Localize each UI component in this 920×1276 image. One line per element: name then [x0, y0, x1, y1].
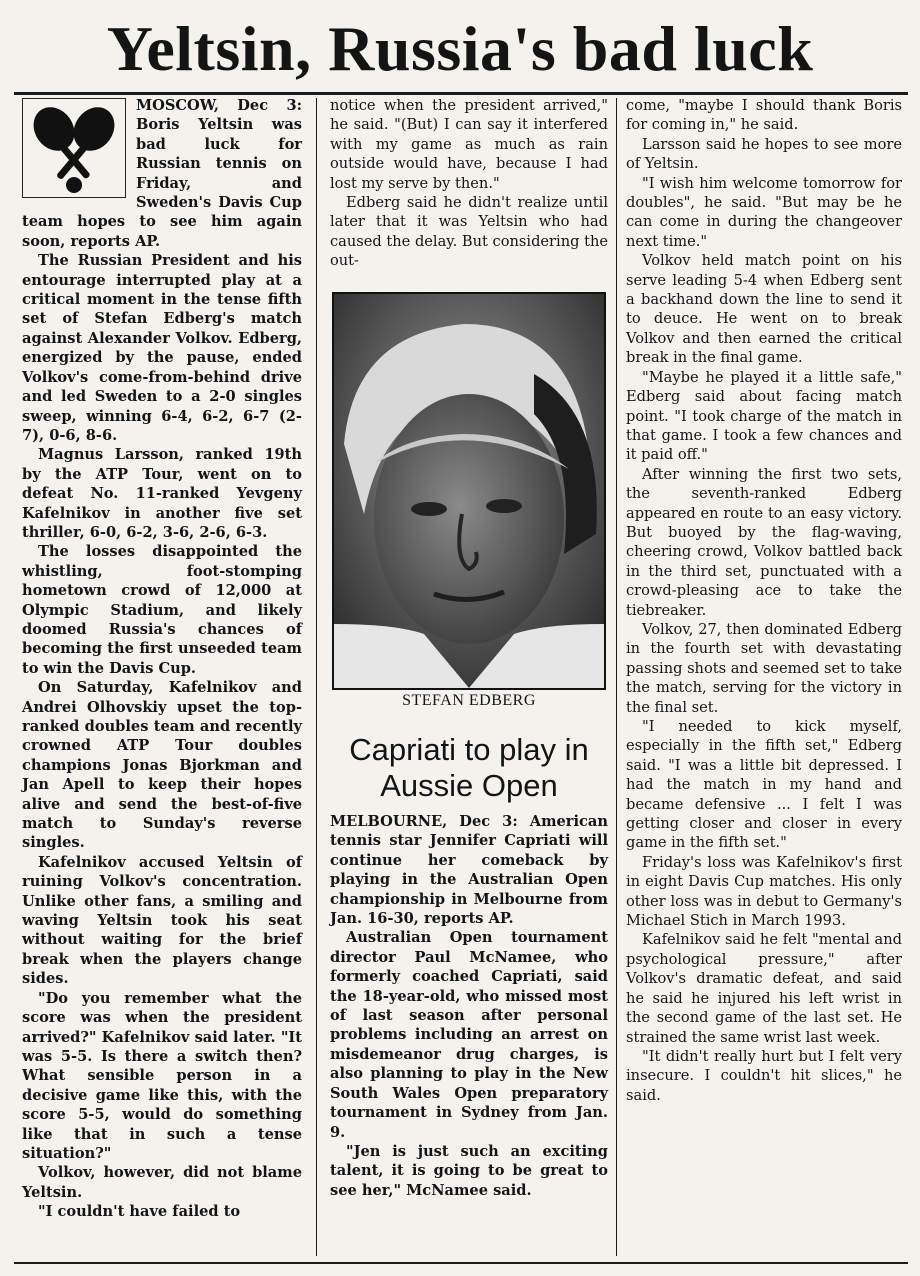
bottom-rule: [14, 1262, 908, 1264]
article-paragraph: "I couldn't have failed to: [38, 1203, 241, 1221]
article-paragraph: Magnus Larsson, ranked 19th by the ATP Tour, went on to defeat No. 11-ranked Yevgeny Kafelnikov in another five set thriller, 6-0, 6-2, 3-6, 2-6, 6-3.: [22, 446, 302, 541]
article-paragraph: Volkov held match point on his serve leading 5-4 when Edberg sent a backhand down the line to send it to deuce. He went on to break Volkov and then earned the critical break in the final game.: [626, 252, 902, 367]
article-paragraph: "I wish him welcome tomorrow for doubles", he said. "But may be he can come in during the changeover next time.": [626, 174, 902, 250]
article-paragraph: Volkov, 27, then dominated Edberg in the fourth set with devastating passing shots and seemed set to take the match, serving for the victory in the final set.: [626, 620, 902, 716]
article-paragraph: MOSCOW, Dec 3: Boris Yeltsin was bad luck for Russian tennis on Friday, and Sweden's Davis Cup team hopes to see him again soon, reports AP.: [22, 97, 302, 250]
article-paragraph: MELBOURNE, Dec 3: American tennis star Jennifer Capriati will continue her comeback by playing in the Australian Open championship in Melbourne from Jan. 16-30, reports AP.: [330, 813, 608, 928]
article-paragraph: Friday's loss was Kafelnikov's first in eight Davis Cup matches. His only other loss was in debut to Germany's Michael Stich in March 1993.: [626, 853, 902, 930]
article-paragraph: "Jen is just such an exciting talent, it is going to be great to see her," McNamee said.: [330, 1142, 608, 1199]
stefan-edberg-photo: [332, 292, 606, 690]
article-paragraph: The Russian President and his entourage interrupted play at a critical moment in the tense fifth set of Stefan Edberg's match against Alexander Volkov. Edberg, energized by the pause, ended Volkov's come-from-behind drive and led Sweden to a 2-0 singles sweep, winning 6-4, 6-2, 6-7 (2-7), 0-6, 8-6.: [22, 252, 302, 444]
article-column-3: [626, 96, 902, 1105]
article-paragraph: After winning the first two sets, the seventh-ranked Edberg appeared en route to an easy victory. But buoyed by the flag-waving, cheering crowd, Volkov battled back in the third set, punctuated with a crowd-pleasing ace to take the tiebreaker.: [626, 465, 902, 619]
article-paragraph: Kafelnikov accused Yeltsin of ruining Volkov's concentration. Unlike other fans, a smiling and waving Yeltsin took his seat without waiting for the brief break when the players change sides.: [22, 853, 302, 988]
column-divider-1: [316, 98, 317, 1256]
article-paragraph: Larsson said he hopes to see more of Yeltsin.: [626, 135, 902, 173]
article-paragraph: The losses disappointed the whistling, foot-stomping hometown crowd of 12,000 at Olympic Stadium, and likely doomed Russia's chances of becoming the first unseeded team to win the Davis Cup.: [22, 543, 302, 677]
article-paragraph: come, "maybe I should thank Boris for coming in," he said.: [626, 97, 902, 134]
column-divider-2: [616, 98, 617, 1256]
article-column-2b: [330, 812, 608, 1200]
top-rule: [14, 92, 908, 95]
article-paragraph: Australian Open tournament director Paul McNamee, who formerly coached Capriati, said the 18-year-old, who missed most of last season after personal problems including an arrest on misdemeanor drug charges, is also planning to play in the New South Wales Open preparatory tournament in Sydney from Jan. 9.: [330, 929, 608, 1141]
article-paragraph: "I needed to kick myself, especially in the fifth set," Edberg said. "I was a little bit depressed. I had the match in my hand and became defensive ... I felt I was getting closer and closer in every game in the fifth set.": [626, 718, 902, 852]
article-column-2: [330, 96, 608, 271]
article-paragraph: Volkov, however, did not blame Yeltsin.: [22, 1164, 302, 1201]
article-paragraph: Edberg said he didn't realize until later that it was Yeltsin who had caused the delay. But considering the out-: [330, 194, 608, 270]
headline: Yeltsin, Russia's bad luck: [106, 13, 814, 84]
article-paragraph: "Do you remember what the score was when the president arrived?" Kafelnikov said later. "It was 5-5. Is there a switch then? What sensible person in a decisive game like this, with the score 5-5, would do something like that in such a tense situation?": [22, 989, 302, 1162]
tennis-logo-icon: [22, 98, 126, 198]
article-paragraph: On Saturday, Kafelnikov and Andrei Olhovskiy upset the top-ranked doubles team and recently crowned ATP Tour doubles champions Jonas Bjorkman and Jan Apell to keep their hopes alive and send the best-of-five match to Sunday's reverse singles.: [22, 679, 302, 852]
photo-caption: STEFAN EDBERG: [402, 692, 536, 709]
article-column-1: [22, 96, 302, 1222]
subheadline: Capriati to play in Aussie Open: [349, 732, 589, 803]
article-paragraph: notice when the president arrived," he said. "(But) I can say it interfered with my game as much as rain outside would have, because I had lost my serve by then.": [330, 97, 608, 192]
article-paragraph: Kafelnikov said he felt "mental and psychological pressure," after Volkov's dramatic defeat, and said he said he injured his left wrist in the second game of the last set. He strained the same wrist last week.: [626, 931, 902, 1046]
article-paragraph: "Maybe he played it a little safe," Edberg said about facing match point. "I took charge of the match in that game. I took a few chances and it paid off.": [626, 368, 902, 464]
article-paragraph: "It didn't really hurt but I felt very insecure. I couldn't hit slices," he said.: [626, 1047, 902, 1104]
